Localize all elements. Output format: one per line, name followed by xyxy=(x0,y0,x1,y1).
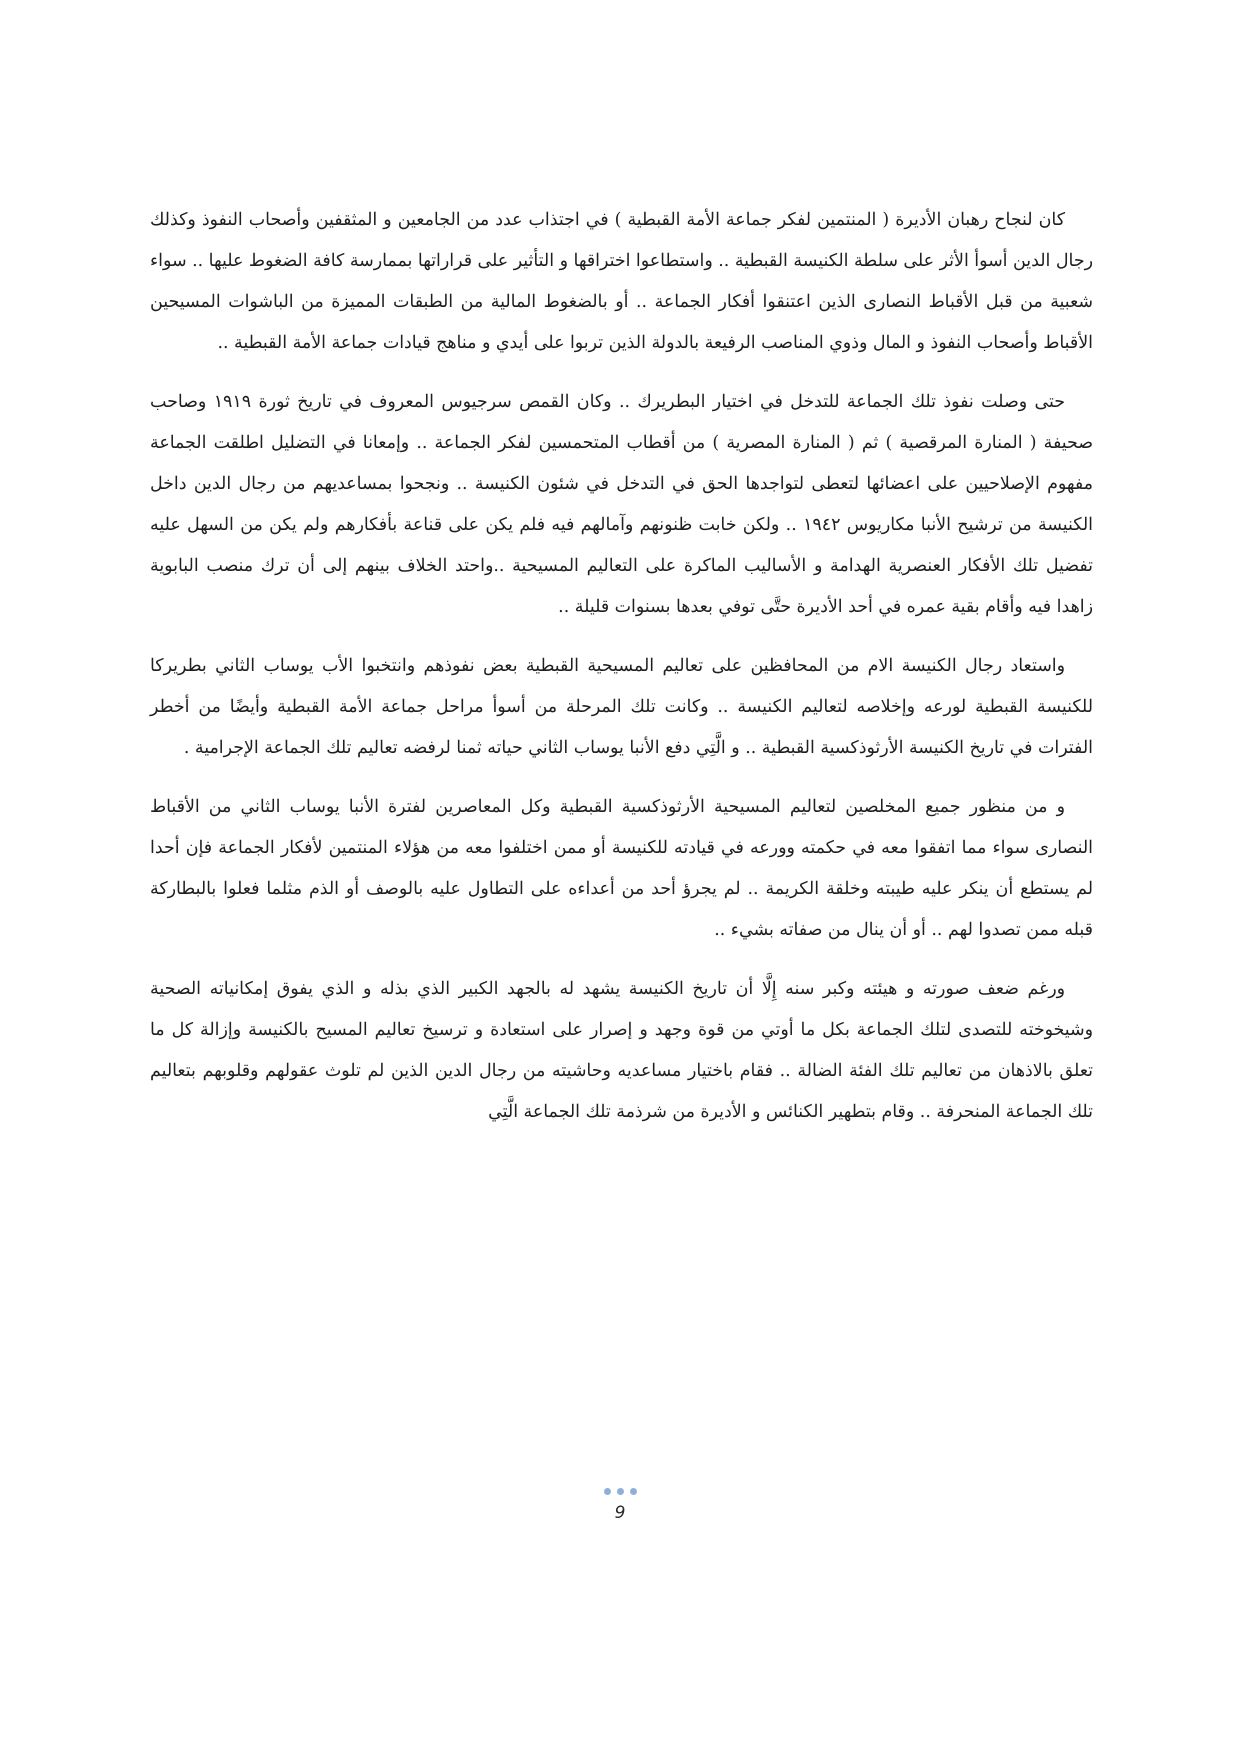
page-footer xyxy=(0,1488,1240,1523)
paragraph-5: ورغم ضعف صورته و هيئته وكبر سنه إِلَّا أن تاريخ الكنيسة يشهد له بالجهد الكبير الذي بذله و الذي يفوق إمكانياته الصحية وشيخوخته للتصدى لتلك الجماعة بكل ما أوتي من قوة وجهد و إصرار على استعادة و ترسيخ تعاليم المسيح بالكنيسة وإزالة كل ما تعلق بالاذهان من تعاليم تلك الفئة الضالة .. فقام باختيار مساعديه وحاشيته من رجال الدين الذين لم تلوث عقولهم وقلوبهم بتعاليم تلك الجماعة المنحرفة .. وقام بتطهير الكنائس و الأديرة من شرذمة تلك الجماعة الَّتِي xyxy=(150,979,1093,1122)
paragraph-1: كان لنجاح رهبان الأديرة ( المنتمين لفكر جماعة الأمة القبطية ) في اجتذاب عدد من الجامعين و المثقفين وأصحاب النفوذ وكذلك رجال الدين أسوأ الأثر على سلطة الكنيسة القبطية .. واستطاعوا اختراقها و التأثير على قراراتها بممارسة كافة الضغوط عليها .. سواء شعبية من قبل الأقباط النصارى الذين اعتنقوا أفكار الجماعة .. أو بالضغوط المالية من الطبقات المميزة من الباشوات المسيحين الأقباط وأصحاب النفوذ و المال وذوي المناصب الرفيعة بالدولة الذين تربوا على أيدي و مناهج قيادات جماعة الأمة القبطية .. xyxy=(149,210,1093,353)
paragraph-3: واستعاد رجال الكنيسة الام من المحافظين على تعاليم المسيحية القبطية بعض نفوذهم وانتخبوا الأب يوساب الثاني بطريركا للكنيسة القبطية لورعه وإخلاصه لتعاليم الكنيسة .. وكانت تلك المرحلة من أسوأ مراحل جماعة الأمة القبطية وأيضًا من أخطر الفترات في تاريخ الكنيسة الأرثوذكسية القبطية .. و الَّتِي دفع الأنبا يوساب الثاني حياته ثمنا لرفضه تعاليم تلك الجماعة الإجرامية . xyxy=(150,656,1093,758)
page-number: 9 xyxy=(614,1503,626,1523)
dots-ornament-icon xyxy=(601,1488,640,1500)
body-text xyxy=(150,200,1093,1151)
paragraph-2: حتى وصلت نفوذ تلك الجماعة للتدخل في اختيار البطريرك .. وكان القمص سرجيوس المعروف في تاريخ ثورة ١٩١٩ وصاحب صحيفة ( المنارة المرقصية ) ثم ( المنارة المصرية ) من أقطاب المتحمسين لفكر الجماعة .. وإمعانا في التضليل اطلقت الجماعة مفهوم الإصلاحيين على اعضائها لتعطى لتواجدها الحق في التدخل في شئون الكنيسة .. ونجحوا بمساعديهم من رجال الدين داخل الكنيسة من ترشيح الأنبا مكاريوس ١٩٤٢ .. ولكن خابت ظنونهم وآمالهم فيه فلم يكن على قناعة بأفكارهم ولم يكن من السهل عليه تفضيل تلك الأفكار العنصرية الهدامة و الأساليب الماكرة على التعاليم المسيحية ..واحتد الخلاف بينهم إلى أن ترك منصب البابوية زاهدا فيه وأقام بقية عمره في أحد الأديرة حتَّى توفي بعدها بسنوات قليلة .. xyxy=(150,392,1094,617)
paragraph-4: و من منظور جميع المخلصين لتعاليم المسيحية الأرثوذكسية القبطية وكل المعاصرين لفترة الأنبا يوساب الثاني من الأقباط النصارى سواء مما اتفقوا معه في حكمته وورعه في قيادته للكنيسة أو ممن اختلفوا معه من هؤلاء المنتمين لأفكار الجماعة فإن أحدا لم يستطع أن ينكر عليه طيبته وخلقة الكريمة .. لم يجرؤ أحد من أعداءه على التطاول عليه بالوصف أو الذم مثلما فعلوا بالبطاركة قبله ممن تصدوا لهم .. أو أن ينال من صفاته بشيء .. xyxy=(150,797,1093,940)
dot-icon xyxy=(617,1488,624,1495)
dot-icon xyxy=(630,1488,637,1495)
dot-icon xyxy=(604,1488,611,1495)
